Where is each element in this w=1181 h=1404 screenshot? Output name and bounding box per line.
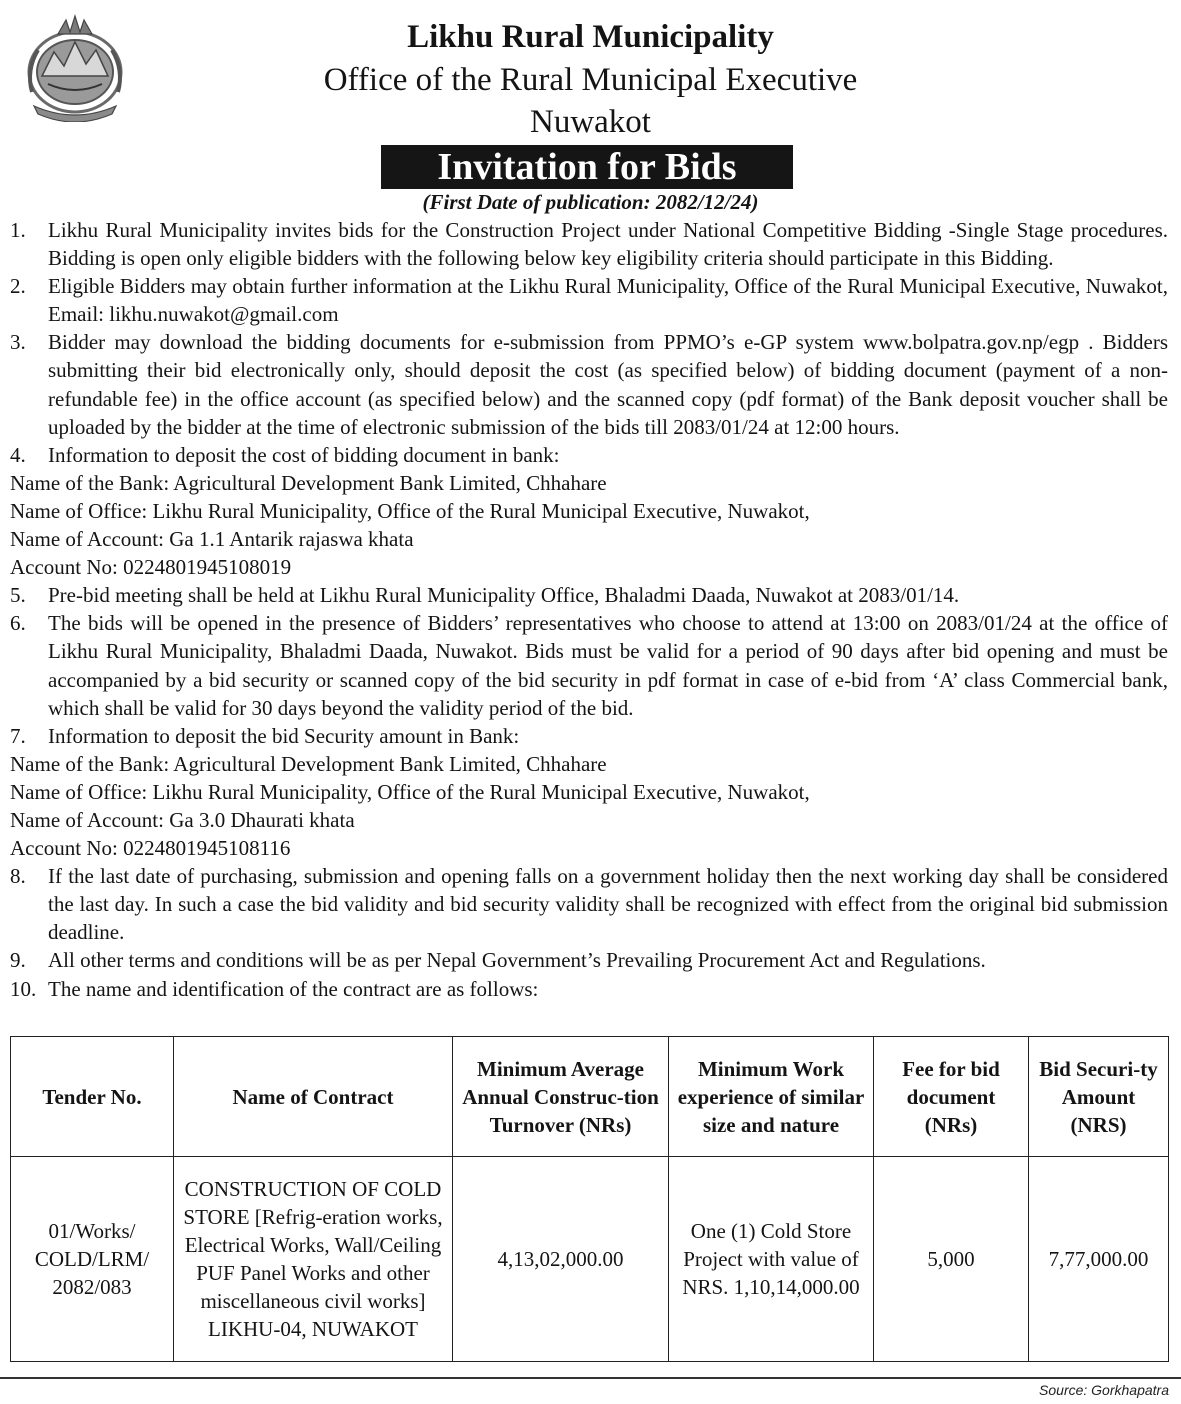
table-row <box>11 1157 1169 1362</box>
item-text: Eligible Bidders may obtain further information at the Likhu Rural Municipality, Office of the Rural Municipal Executive, Nuwakot, Email: likhu.nuwakot@gmail.com <box>48 274 1168 327</box>
item-text: Information to deposit the cost of bidding document in bank: <box>48 442 560 467</box>
item-number: 7. <box>10 723 26 748</box>
list-item <box>10 862 1168 946</box>
cell-bid-fee: 5,000 <box>874 1157 1029 1362</box>
item-text: Pre-bid meeting shall be held at Likhu Rural Municipality Office, Bhaladmi Daada, Nuwakot at 2083/01/14. <box>48 583 960 608</box>
source-credit: Source: Gorkhapatra <box>1039 1382 1169 1398</box>
account-name-line: Name of Account: Ga 1.1 Antarik rajaswa khata <box>10 527 414 552</box>
header-contract-name: Name of Contract <box>174 1037 453 1157</box>
item-text: The bids will be opened in the presence of Bidders’ representatives who choose to attend at 13:00 on 2083/01/24 at the office of Likhu Rural Municipality, Bhaladmi Daada, Nuwakot. Bids must be valid for a period of 90 days after bid opening and must be accompanied by a bid security or scanned copy of the bid security in pdf format in case of e-bid from ‘A’ class Commercial bank, which shall be valid for 30 days beyond the validity period of the bid. <box>48 611 1168 720</box>
office-name-line: Name of Office: Likhu Rural Municipality, Office of the Rural Municipal Executive, Nuwakot, <box>10 779 810 804</box>
list-item <box>10 975 1168 1003</box>
bank-name-line: Name of the Bank: Agricultural Development Bank Limited, Chhahare <box>10 751 607 776</box>
header-tender-no: Tender No. <box>11 1037 174 1157</box>
cell-bid-security: 7,77,000.00 <box>1029 1157 1169 1362</box>
header-work-experience: Minimum Work experience of similar size and nature <box>669 1037 874 1157</box>
item-number: 4. <box>10 442 26 467</box>
cell-tender-no: 01/Works/ COLD/LRM/ 2082/083 <box>11 1157 174 1362</box>
item-number: 1. <box>10 218 26 242</box>
municipality-name: Likhu Rural Municipality <box>407 19 774 55</box>
account-number-line: Account No: 0224801945108116 <box>10 836 291 861</box>
bank-name-line: Name of the Bank: Agricultural Development Bank Limited, Chhahare <box>10 470 607 495</box>
item-number: 8. <box>10 864 26 889</box>
item-text: The name and identification of the contract are as follows: <box>48 976 539 1001</box>
list-item <box>10 946 1168 974</box>
cell-turnover: 4,13,02,000.00 <box>453 1157 669 1362</box>
list-item <box>10 441 1168 469</box>
item-text: If the last date of purchasing, submission and opening falls on a government holiday then the next working day shall be considered the last day. In such a case the bid validity and bid security validity shall be recognized with effect from the original bid submission deadline. <box>48 864 1168 945</box>
item-text: Bidder may download the bidding documents for e-submission from PPMO’s e-GP system www.bolpatra.gov.np/egp . Bidders submitting their bid electronically only, should deposit the cost (as specified below) of bidding document (payment of a non-refundable fee) in the office account (as specified below) and the scanned copy (pdf format) of the Bank deposit voucher shall be uploaded by the bidder at the time of electronic submission of the bids till 2083/01/24 at 12:00 hours. <box>48 330 1168 439</box>
cell-work-experience: One (1) Cold Store Project with value of NRS. 1,10,14,000.00 <box>669 1157 874 1362</box>
account-name-line: Name of Account: Ga 3.0 Dhaurati khata <box>10 807 355 832</box>
item-number: 10. <box>10 976 37 1001</box>
list-item <box>10 722 1168 750</box>
item-number: 6. <box>10 611 26 636</box>
item-number: 2. <box>10 274 26 299</box>
office-name-line: Name of Office: Likhu Rural Municipality, Office of the Rural Municipal Executive, Nuwakot, <box>10 498 810 523</box>
contract-table <box>10 1036 1169 1362</box>
list-item <box>10 216 1168 272</box>
account-number-line: Account No: 0224801945108019 <box>10 555 292 580</box>
notice-body <box>10 216 1168 1003</box>
item-number: 5. <box>10 583 26 608</box>
header-turnover: Minimum Average Annual Construc-tion Turnover (NRs) <box>453 1037 669 1157</box>
district-name: Nuwakot <box>530 104 651 140</box>
list-item <box>10 272 1168 328</box>
publication-date: (First Date of publication: 2082/12/24) <box>422 190 759 214</box>
header-bid-fee: Fee for bid document (NRs) <box>874 1037 1029 1157</box>
item-text: All other terms and conditions will be as per Nepal Government’s Prevailing Procurement Act and Regulations. <box>48 948 986 973</box>
cell-contract-name: CONSTRUCTION OF COLD STORE [Refrig-eration works, Electrical Works, Wall/Ceiling PUF Panel Works and other miscellaneous civil works] LIKHU-04, NUWAKOT <box>174 1157 453 1362</box>
item-number: 3. <box>10 330 26 355</box>
bottom-divider <box>0 1377 1181 1379</box>
header-bid-security: Bid Securi-ty Amount (NRS) <box>1029 1037 1169 1157</box>
office-name: Office of the Rural Municipal Executive <box>323 62 858 98</box>
item-text: Likhu Rural Municipality invites bids for the Construction Project under National Competitive Bidding -Single Stage procedures. Bidding is open only eligible bidders with the following below key eligibility criteria should participate in this Bidding. <box>48 218 1168 271</box>
item-text: Information to deposit the bid Security amount in Bank: <box>48 723 520 748</box>
list-item <box>10 328 1168 440</box>
list-item <box>10 581 1168 609</box>
list-item <box>10 609 1168 721</box>
notice-title: Invitation for Bids <box>381 145 793 189</box>
table-header-row <box>11 1037 1169 1157</box>
item-number: 9. <box>10 948 26 973</box>
